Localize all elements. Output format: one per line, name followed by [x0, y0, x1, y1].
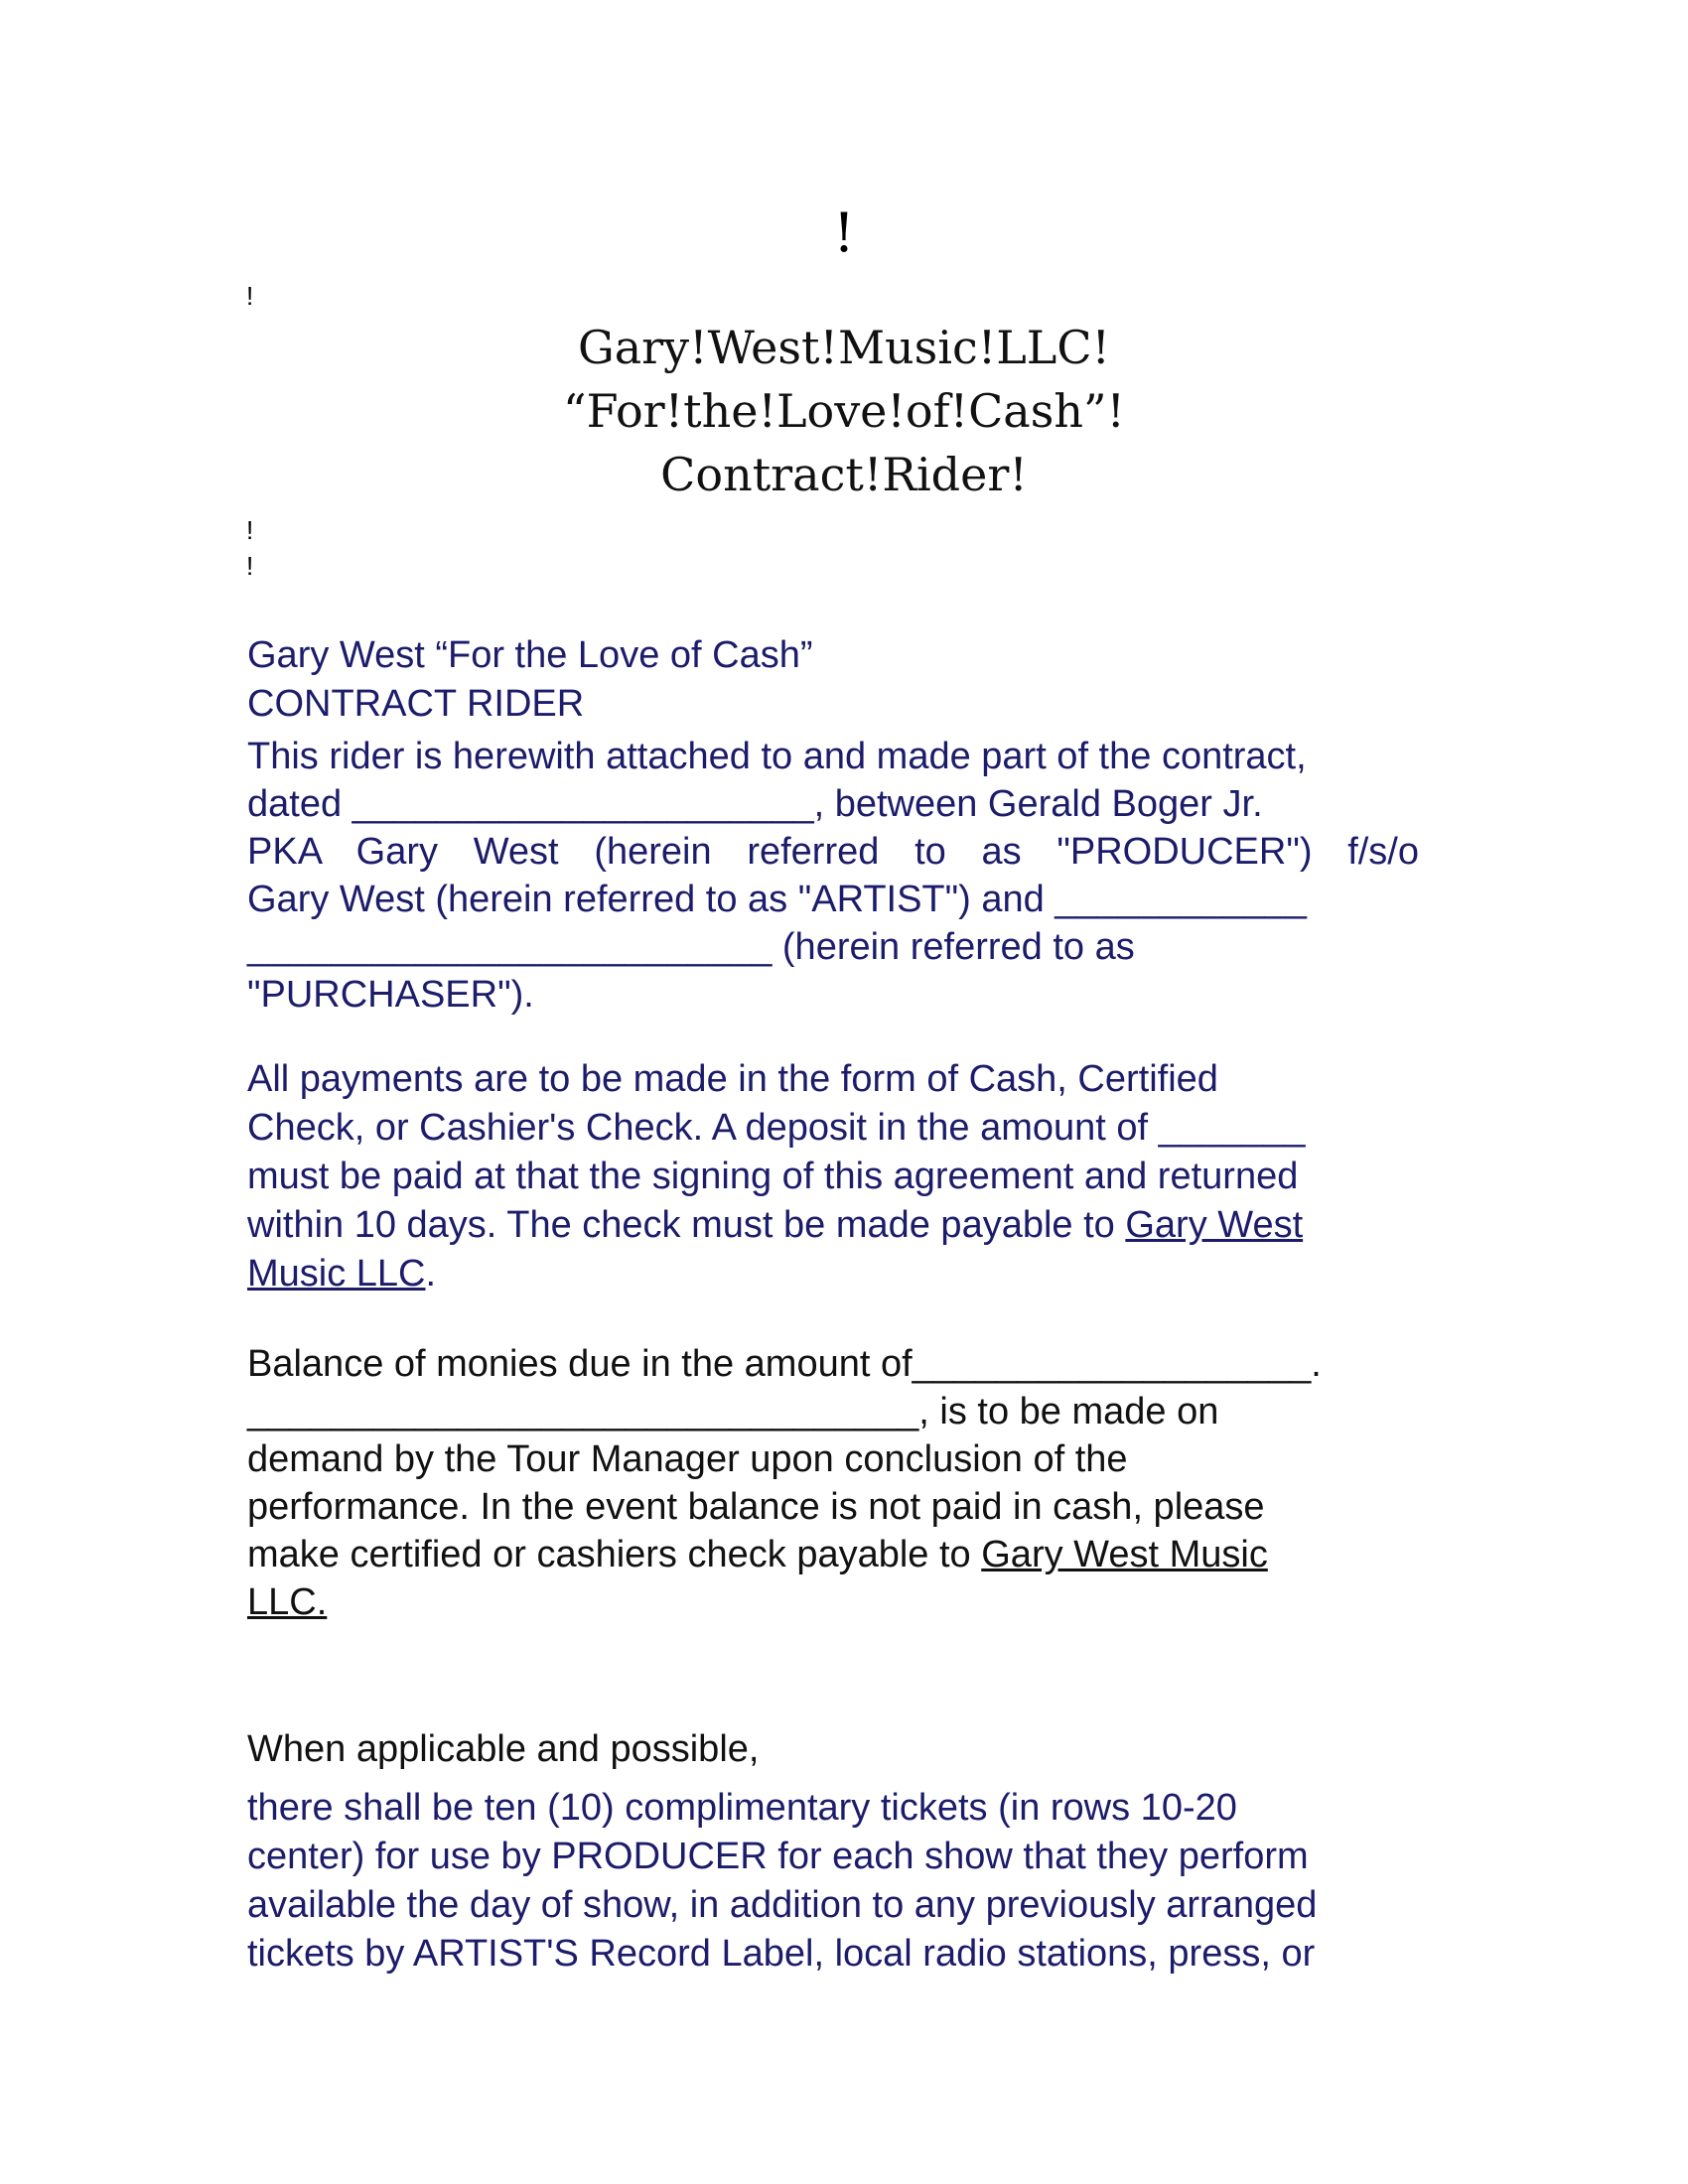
intro-line-5: _________________________ (herein referred to as: [247, 926, 1135, 968]
balance-line-1: Balance of monies due in the amount of___________________.: [247, 1343, 1322, 1385]
intro-line-2: dated ______________________, between Gerald Boger Jr.: [247, 783, 1263, 825]
balance-line-2: ________________________________, is to be made on: [247, 1391, 1219, 1433]
intro-heading-1: Gary West “For the Love of Cash”: [247, 634, 813, 676]
payments-line-3: must be paid at that the signing of this agreement and returned: [247, 1156, 1299, 1197]
mark-3: !: [246, 551, 254, 581]
payments-line-5: [247, 1250, 1419, 1298]
balance-line-5: [247, 1531, 1419, 1578]
tickets-paragraph: [247, 1784, 1419, 1979]
tickets-lead: When applicable and possible,: [247, 1728, 760, 1770]
title-company: Gary!West!Music!LLC!: [577, 321, 1111, 374]
tickets-line-3: center) for use by PRODUCER for each show that they perform: [247, 1836, 1309, 1877]
balance-paragraph: [247, 1340, 1419, 1626]
balance-payee-link-part-1[interactable]: Gary West Music: [981, 1534, 1268, 1575]
payee-link-part-2[interactable]: Music LLC: [247, 1253, 426, 1295]
mark-1: !: [246, 281, 254, 311]
title-contract-rider: Contract!Rider!: [660, 448, 1028, 501]
balance-line-4: performance. In the event balance is not paid in cash, please: [247, 1486, 1265, 1528]
balance-line-6: [247, 1578, 1419, 1626]
payments-line-1: All payments are to be made in the form of Cash, Certified: [247, 1058, 1218, 1100]
payments-line-2: Check, or Cashier's Check. A deposit in the amount of _______: [247, 1107, 1306, 1149]
intro-line-1: This rider is herewith attached to and made part of the contract,: [247, 736, 1307, 777]
mark-2: !: [246, 515, 254, 545]
intro-heading-2: CONTRACT RIDER: [247, 683, 585, 725]
payments-paragraph: [247, 1055, 1419, 1298]
balance-line-3: demand by the Tour Manager upon conclusion of the: [247, 1438, 1128, 1480]
title-tagline: “For!the!Love!of!Cash”!: [563, 384, 1125, 438]
top-mark: !: [833, 202, 855, 264]
intro-line-6: "PURCHASER").: [247, 974, 534, 1016]
document-title: [0, 316, 1688, 506]
intro-paragraph: [247, 733, 1419, 1019]
intro-line-4: Gary West (herein referred to as "ARTIST") and ____________: [247, 879, 1307, 920]
tickets-line-4: available the day of show, in addition to any previously arranged: [247, 1884, 1318, 1926]
balance-line-5-text: make certified or cashiers check payable to: [247, 1534, 982, 1575]
intro-section: [247, 631, 1419, 729]
tickets-line-5: tickets by ARTIST'S Record Label, local radio stations, press, or: [247, 1933, 1316, 1975]
balance-payee-link-part-2[interactable]: LLC.: [247, 1581, 328, 1623]
payments-line-5-period: .: [425, 1253, 437, 1295]
payments-line-4: [247, 1201, 1419, 1250]
intro-line-3: PKA Gary West (herein referred to as "PRODUCER") f/s/o: [247, 831, 1419, 873]
payments-line-4-text: within 10 days. The check must be made payable to: [247, 1204, 1126, 1246]
tickets-line-2: there shall be ten (10) complimentary tickets (in rows 10-20: [247, 1787, 1237, 1829]
payee-link-part-1[interactable]: Gary West: [1125, 1204, 1304, 1246]
